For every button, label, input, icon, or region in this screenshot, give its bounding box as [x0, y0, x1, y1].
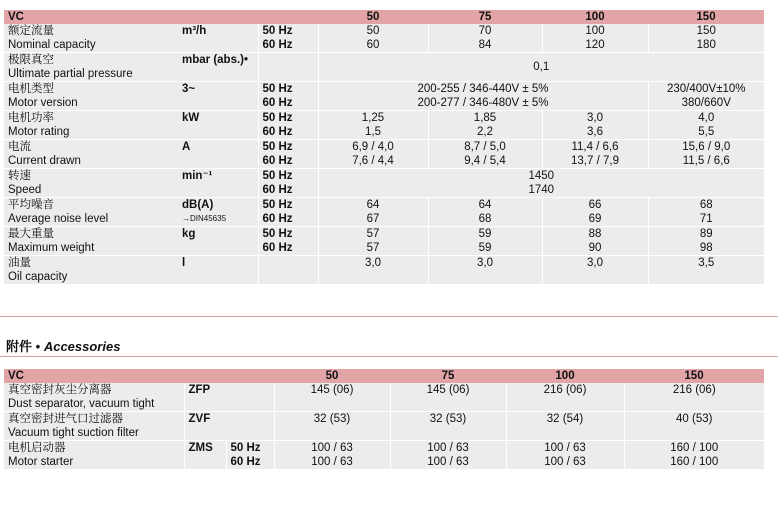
header-75: 75 — [428, 10, 542, 24]
header-vc: VC — [4, 10, 178, 24]
table-row: Motor version 60 Hz 200-277 / 346-480V ± 5% 380/660V — [4, 96, 764, 111]
section-title: 附件 • Accessories — [6, 339, 121, 354]
table-row: 额定流量 m³/h 50 Hz 50 70 100 150 — [4, 24, 764, 38]
table-row: Motor starter 60 Hz 100 / 63 100 / 63 100 / 63 160 / 100 — [4, 455, 764, 469]
spec-table — [4, 10, 764, 284]
table-row: 最大重量 kg 50 Hz 57 59 88 89 — [4, 227, 764, 242]
table-row: Nominal capacity 60 Hz 60 84 120 180 — [4, 38, 764, 53]
table-row: 电机类型 3~ 50 Hz 200-255 / 346-440V ± 5% 230/400V±10% — [4, 82, 764, 97]
section-divider — [0, 316, 778, 317]
table-row: Oil capacity — [4, 270, 764, 284]
table-row: 油量 l 3,0 3,0 3,0 3,5 — [4, 256, 764, 271]
spec-header-row — [4, 10, 764, 24]
table-row: Average noise level →DIN45635 60 Hz 67 68 69 71 — [4, 212, 764, 227]
row-label-en: Nominal capacity — [4, 38, 178, 53]
table-row: Current drawn 60 Hz 7,6 / 4,4 9,4 / 5,4 13,7 / 7,9 11,5 / 6,6 — [4, 154, 764, 169]
table-row: Maximum weight 60 Hz 57 59 90 98 — [4, 241, 764, 256]
din-note: →DIN45635 — [178, 212, 258, 227]
header-100: 100 — [542, 10, 648, 24]
table-row: Dust separator, vacuum tight — [4, 397, 764, 412]
table-row: 电流 A 50 Hz 6,9 / 4,0 8,7 / 5,0 11,4 / 6,6 15,6 / 9,0 — [4, 140, 764, 155]
row-unit: m³/h — [178, 24, 258, 38]
table-row: Speed 60 Hz 1740 — [4, 183, 764, 198]
accessories-header-row: VC 50 75 100 150 — [4, 369, 764, 383]
accessories-table — [4, 369, 764, 469]
header-50: 50 — [318, 10, 428, 24]
section-divider — [0, 356, 778, 357]
table-row: Ultimate partial pressure — [4, 67, 764, 82]
table-row: 真空密封进气口过滤器 ZVF 32 (53) 32 (53) 32 (54) 40 (53) — [4, 412, 764, 427]
table-row: Vacuum tight suction filter — [4, 426, 764, 441]
row-label-zh: 额定流量 — [4, 24, 178, 38]
table-row: 电机启动器 ZMS 50 Hz 100 / 63 100 / 63 100 / 63 160 / 100 — [4, 441, 764, 456]
row-hz: 50 Hz — [258, 24, 318, 38]
table-row: Motor rating 60 Hz 1,5 2,2 3,6 5,5 — [4, 125, 764, 140]
table-row: 极限真空 mbar (abs.)• 0,1 — [4, 53, 764, 68]
table-row: 转速 min⁻¹ 50 Hz 1450 — [4, 169, 764, 184]
header-150: 150 — [648, 10, 764, 24]
table-row: 真空密封灰尘分离器 ZFP 145 (06) 145 (06) 216 (06) 216 (06) — [4, 383, 764, 397]
table-row: 电机功率 kW 50 Hz 1,25 1,85 3,0 4,0 — [4, 111, 764, 126]
table-row: 平均噪音 dB(A) 50 Hz 64 64 66 68 — [4, 198, 764, 213]
